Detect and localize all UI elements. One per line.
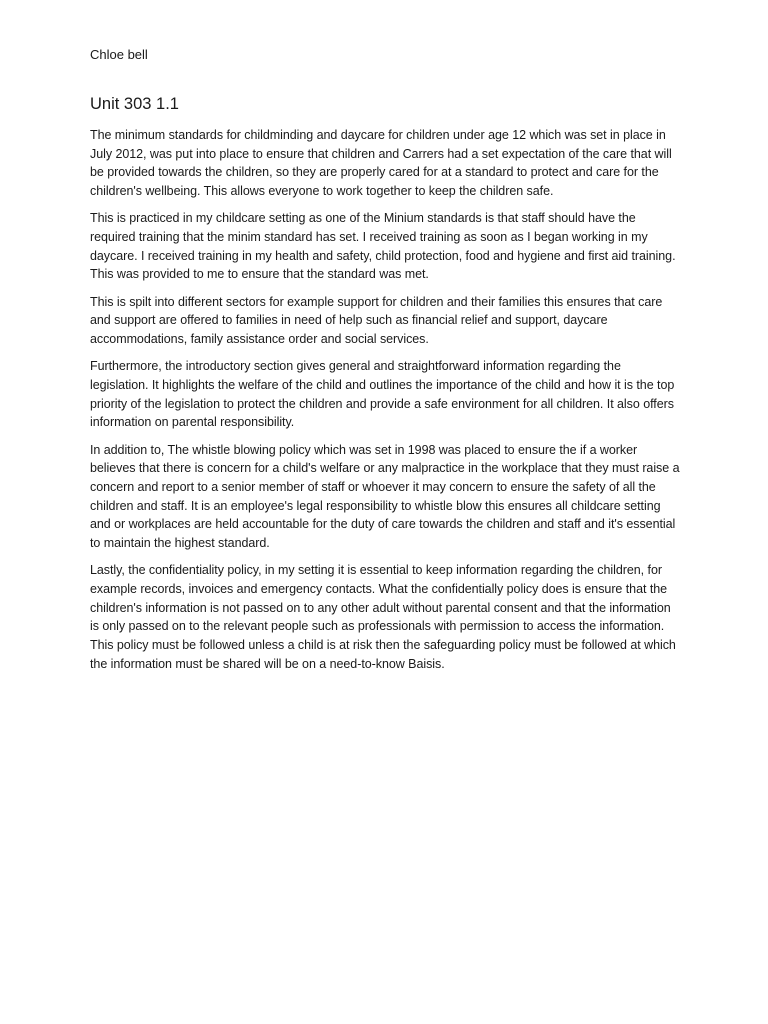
author-name: Chloe bell	[90, 47, 148, 62]
body-paragraph: The minimum standards for childminding and daycare for children under age 12 which was set in place in July 2012, was put into place to ensure that children and Carrers had a set expectation of the care that will be provided towards the children, so they are properly cared for at a standard to protect and care for the children's wellbeing. This allows everyone to work together to keep the children safe.	[90, 128, 672, 199]
document-title: Unit 303 1.1	[90, 95, 179, 113]
body-paragraph: Furthermore, the introductory section gives general and straightforward information regarding the legislation. It highlights the welfare of the child and outlines the importance of the child and how it is the top priority of the legislation to protect the children and provide a safe environment for all children. It also offers information on parental responsibility.	[90, 359, 675, 430]
body-paragraph: This is spilt into different sectors for example support for children and their families this ensures that care and support are offered to families in need of help such as financial relief and support, daycare accommodations, family assistance order and social services.	[90, 294, 663, 347]
body-paragraph: In addition to, The whistle blowing policy which was set in 1998 was placed to ensure the if a worker believes that there is concern for a child's welfare or any malpractice in the workplace that they must raise a concern and report to a senior member of staff or whoever it may concern to ensure the safety of all the children and staff. It is an employee's legal responsibility to whistle blow this ensures all childcare setting and or workplaces are held accountable for the duty of care towards the children and staff and it's essential to maintain the highest standard.	[90, 442, 680, 551]
body-paragraph: This is practiced in my childcare setting as one of the Minium standards is that staff should have the required training that the minim standard has set. I received training as soon as I began working in my daycare. I received training in my health and safety, child protection, food and hygiene and first aid training. This was provided to me to ensure that the standard was met.	[90, 211, 676, 282]
document-body	[90, 126, 682, 682]
body-paragraph: Lastly, the confidentiality policy, in my setting it is essential to keep information regarding the children, for example records, invoices and emergency contacts. What the confidentially policy does is ensure that the children's information is not passed on to any other adult without parental consent and that the information is only passed on to the relevant people such as professionals with permission to access the information. This policy must be followed unless a child is at risk then the safeguarding policy must be followed at which the information must be shared will be on a need-to-know Baisis.	[90, 563, 676, 671]
